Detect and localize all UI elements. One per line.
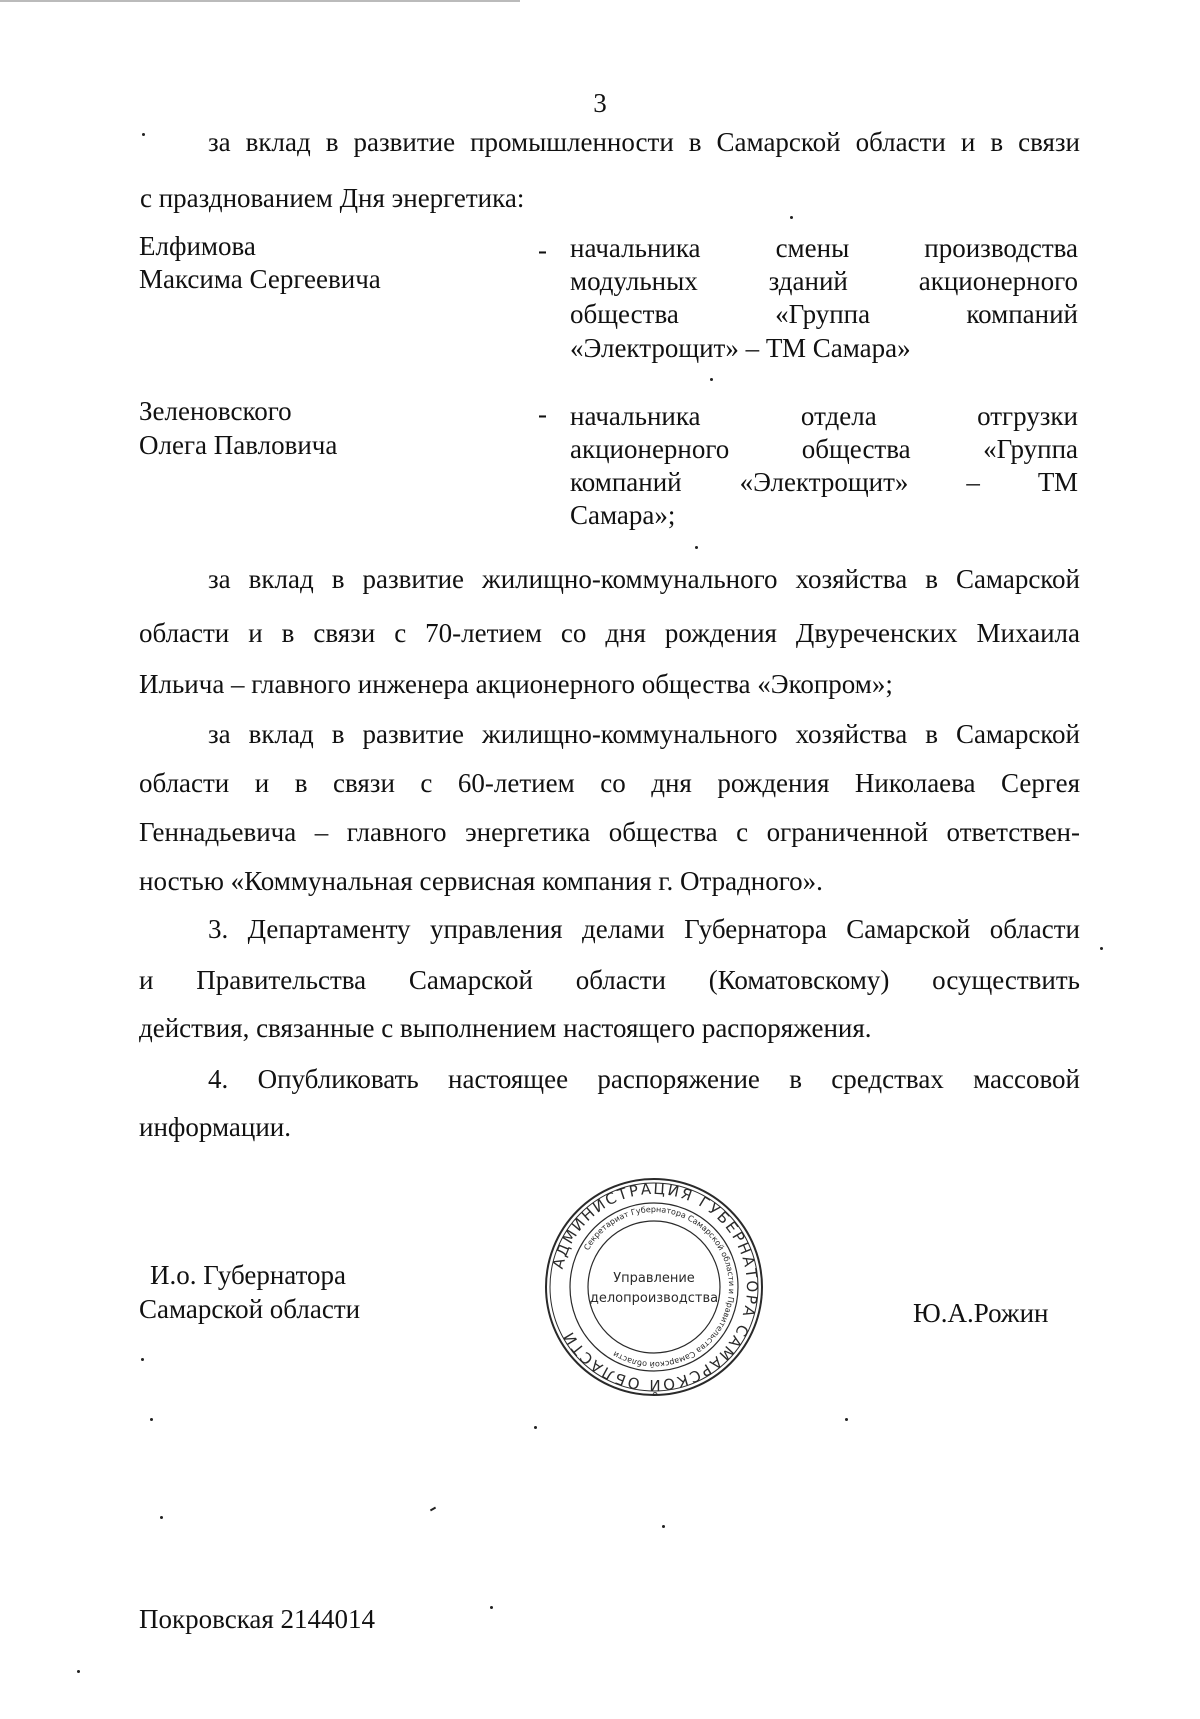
stamp-center-line: делопроизводства [589,1291,719,1306]
signatory-name: Ю.А.Рожин [913,1298,1049,1328]
paragraph-line: за вклад в развитие жилищно-коммунального хозяйства в Самарской [208,719,1080,749]
intro-line-2: с празднованием Дня энергетика: [140,183,525,213]
awardee-surname: Елфимова [139,231,256,261]
awardee-position-line: начальника отдела отгрузки [570,401,1078,431]
signature-title: И.о. Губернатора [150,1260,347,1290]
scan-speck [790,216,793,219]
executor-footer: Покровская 2144014 [139,1604,376,1634]
stamp-outer-text: АДМИНИСТРАЦИЯ ГУБЕРНАТОРА САМАРСКОЙ ОБЛАСТИ [548,1179,762,1395]
paragraph-line: Геннадьевича – главного энергетика общества с ограниченной ответствен- [139,817,1080,847]
paragraph-line: ностью «Коммунальная сервисная компания г. Отрадного». [139,866,823,896]
scan-speck [142,133,145,136]
scan-edge-line [0,0,520,2]
paragraph-line: и Правительства Самарской области (Коматовскому) осуществить [139,965,1080,995]
scan-speck [141,1358,144,1361]
paragraph-line: 4. Опубликовать настоящее распоряжение в средствах массовой [208,1064,1080,1094]
page-number: 3 [593,88,607,118]
awardee-position-line: общества «Группа компаний [570,299,1079,329]
paragraph-line: информации. [139,1112,291,1142]
scan-speck [695,546,698,549]
paragraph-line: области и в связи с 70-летием со дня рождения Двуреченских Михаила [139,618,1080,648]
awardee-position-line: компаний «Электрощит» – ТМ [570,467,1079,497]
paragraph-line: действия, связанные с выполнением настоящего распоряжения. [139,1013,872,1043]
paragraph-line: 3. Департаменту управления делами Губернатора Самарской области [208,914,1080,944]
awardee-position-line: модульных зданий акционерного [570,266,1079,296]
scan-speck [710,378,713,381]
stamp-ring [570,1203,738,1371]
intro-line-1: за вклад в развитие промышленности в Самарской области и в связи [208,127,1080,157]
awardee-position-line: начальника смены производства [570,233,1078,263]
awardee-position-line: акционерного общества «Группа [570,434,1079,464]
paragraph-line: за вклад в развитие жилищно-коммунального хозяйства в Самарской [208,564,1080,594]
scan-speck [490,1606,493,1609]
scan-speck [662,1525,665,1528]
scan-speck [430,1507,436,1512]
scan-speck [160,1516,163,1519]
awardee-position-line: «Электрощит» – ТМ Самара» [570,333,911,363]
awardee-name: Олега Павловича [139,430,338,460]
signature-title: Самарской области [139,1294,361,1324]
stamp-inner-text: Секретариат Губернатора Самарской области и Правительства Самарской области [582,1204,737,1370]
awardee-dash: - [538,399,547,429]
scan-speck [845,1418,848,1421]
awardee-dash: - [538,235,547,265]
awardee-position-line: Самара»; [570,500,676,530]
scan-speck [1100,947,1103,950]
stamp-inner-ring [588,1221,720,1353]
stamp-center-line: Управление [613,1271,695,1286]
awardee-name: Максима Сергеевича [139,264,381,294]
official-stamp [543,1176,765,1398]
scan-speck [77,1670,80,1673]
awardee-surname: Зеленовского [139,396,292,426]
scan-speck [534,1426,537,1429]
paragraph-line: Ильича – главного инженера акционерного общества «Экопром»; [139,669,893,699]
scan-speck [150,1418,153,1421]
paragraph-line: области и в связи с 60-летием со дня рождения Николаева Сергея [139,768,1080,798]
